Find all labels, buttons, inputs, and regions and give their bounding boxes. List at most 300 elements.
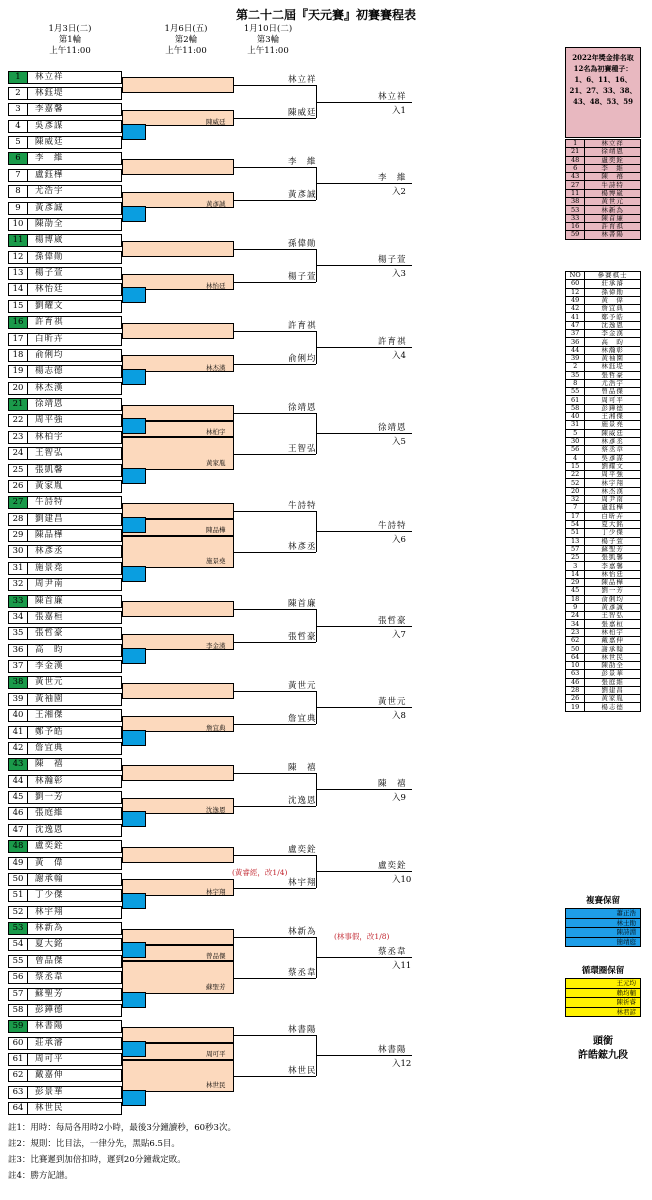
footnote: 註1：用時：每局各用時2小時，最後3分鐘讀秒，60秒3次。 xyxy=(8,1123,236,1133)
player-name: 林瀚彰 xyxy=(585,346,641,354)
player-name: 黃家胤 xyxy=(35,480,64,491)
player-slot xyxy=(8,857,122,870)
player-name: 沈逸恩 xyxy=(35,824,64,835)
player-number: 52 xyxy=(566,479,585,487)
round2-player: 李 維 xyxy=(288,157,317,168)
player-slot xyxy=(8,169,122,182)
player-number: 54 xyxy=(9,939,28,950)
round1-block xyxy=(122,323,234,339)
player-slot xyxy=(8,922,122,935)
player-name: 夏大銘 xyxy=(585,520,641,528)
player-name: 林世民 xyxy=(585,653,641,661)
player-name: 王智弘 xyxy=(585,612,641,620)
table-row xyxy=(566,388,641,396)
referee-role: 頭銜 xyxy=(593,1036,613,1047)
player-slot xyxy=(8,807,122,820)
bye-marker xyxy=(122,206,146,222)
player-number: 34 xyxy=(9,612,28,623)
player-name: 楊子萱 xyxy=(35,268,64,278)
round2-player: 沈逸恩 xyxy=(288,795,317,806)
player-number: 24 xyxy=(566,612,585,620)
player-slot xyxy=(8,480,122,493)
player-number: 27 xyxy=(9,497,28,508)
player-number: 62 xyxy=(566,637,585,645)
bracket-line xyxy=(234,511,316,512)
bracket-line xyxy=(234,978,316,979)
player-number: 40 xyxy=(566,413,585,421)
player-name: 陳首廉 xyxy=(585,214,641,222)
player-number: 16 xyxy=(566,222,585,230)
round-date: 1月6日(五) xyxy=(164,24,208,34)
player-name: 鄭予皓 xyxy=(35,726,64,737)
player-number: 11 xyxy=(9,235,28,246)
round1-winner: 曾品傑 xyxy=(206,952,226,961)
player-number: 54 xyxy=(566,520,585,528)
player-number: 14 xyxy=(9,284,28,295)
player-number: 20 xyxy=(566,487,585,495)
bye-marker xyxy=(122,1041,146,1057)
player-name: 周平強 xyxy=(585,471,641,479)
player-name: 夏大銘 xyxy=(35,939,64,950)
player-number: 55 xyxy=(9,956,28,967)
bracket-note: (黃睿經，改1/4) xyxy=(232,867,288,877)
player-name: 蘇聖芳 xyxy=(585,545,641,553)
player-number: 53 xyxy=(9,923,28,934)
player-name: 蘇聖芳 xyxy=(35,988,64,999)
player-number: 39 xyxy=(9,694,28,705)
player-name: 參賽棋士 xyxy=(585,272,641,280)
footnote: 註3：比賽遲到加倍扣時，遲到20分鐘裁定敗。 xyxy=(8,1155,186,1165)
player-slot xyxy=(8,218,122,231)
player-name: 林柏宇 xyxy=(585,628,641,636)
table-row xyxy=(566,280,641,288)
player-name: 李嘉馨 xyxy=(35,104,64,115)
bracket-line xyxy=(234,282,316,283)
player-slot xyxy=(8,726,122,739)
player-number: 7 xyxy=(566,504,585,512)
player-name: 周尹南 xyxy=(35,579,64,590)
player-number: NO xyxy=(566,272,585,280)
cycle-item: 陳祈睿 xyxy=(566,997,640,1007)
player-name: 孫偉勛 xyxy=(585,288,641,296)
player-name: 黃袖園 xyxy=(585,354,641,362)
round1-winner: 陳威廷 xyxy=(206,117,226,126)
round3-winner: 林書陽 xyxy=(378,1045,407,1056)
round-header xyxy=(146,24,226,57)
player-slot xyxy=(8,824,122,837)
player-number: 10 xyxy=(566,661,585,669)
player-name: 陳品樺 xyxy=(585,578,641,586)
player-number: 57 xyxy=(9,989,28,1000)
round2-player: 黃世元 xyxy=(288,681,317,692)
round-date: 1月10日(二) xyxy=(243,24,293,34)
table-row xyxy=(566,305,641,313)
retain-box xyxy=(565,908,641,947)
table-row xyxy=(566,148,641,156)
player-number: 46 xyxy=(566,678,585,686)
player-name: 劉耀文 xyxy=(585,462,641,470)
round-date: 1月3日(二) xyxy=(48,24,92,34)
round1-winner: 黃家胤 xyxy=(206,458,226,467)
player-number: 30 xyxy=(566,437,585,445)
player-number: 11 xyxy=(566,189,585,197)
player-name: 林怡廷 xyxy=(585,570,641,578)
player-slot xyxy=(8,202,122,215)
player-name: 劉一芳 xyxy=(35,792,64,802)
player-slot xyxy=(8,611,122,624)
player-number: 15 xyxy=(566,462,585,470)
round-time: 上午11:00 xyxy=(165,46,207,56)
player-name: 陳 禧 xyxy=(35,759,64,770)
player-number: 57 xyxy=(566,545,585,553)
player-number: 18 xyxy=(9,350,28,361)
round1-winner: 林宇翔 xyxy=(206,887,226,896)
bracket-line xyxy=(234,806,316,807)
round3-winner: 蔡丞韋 xyxy=(378,947,407,958)
player-number: 14 xyxy=(566,570,585,578)
table-row xyxy=(566,554,641,562)
player-number: 53 xyxy=(566,206,585,214)
player-name: 彭景華 xyxy=(35,1086,64,1097)
player-number: 3 xyxy=(566,562,585,570)
player-number: 23 xyxy=(566,628,585,636)
player-number: 29 xyxy=(9,530,28,541)
bye-marker xyxy=(122,811,146,827)
player-number: 23 xyxy=(9,432,28,443)
round2-player: 林宇翔 xyxy=(288,877,317,888)
player-name: 劉耀文 xyxy=(35,300,64,311)
retain-item: 蕭正浩 xyxy=(616,909,636,917)
player-name: 彭鏵德 xyxy=(35,1004,64,1015)
player-name: 陳威廷 xyxy=(35,137,64,147)
round1-winner: 林杰漢 xyxy=(206,363,226,372)
player-number: 35 xyxy=(9,628,28,639)
player-slot xyxy=(8,627,122,640)
player-slot xyxy=(8,938,122,951)
seed-info-box: 2022年獎金排名取12名為初賽種子：1、6、11、16、21、27、33、38、43、48、53、59 xyxy=(565,47,641,138)
round2-player: 王智弘 xyxy=(288,443,317,454)
table-row xyxy=(566,338,641,346)
player-number: 51 xyxy=(9,890,28,901)
player-name: 李 維 xyxy=(585,164,641,172)
player-name: 張嘉桓 xyxy=(585,620,641,628)
player-name: 林宇翔 xyxy=(35,906,64,917)
table-row xyxy=(566,637,641,645)
round1-winner: 林柏宇 xyxy=(206,428,226,437)
player-number: 48 xyxy=(566,156,585,164)
player-number: 29 xyxy=(566,578,585,586)
advance-label: 入1 xyxy=(392,105,406,116)
player-number: 49 xyxy=(9,858,28,869)
player-name: 詹宜典 xyxy=(585,305,641,313)
player-name: 吳彥謀 xyxy=(585,454,641,462)
bracket-line xyxy=(316,707,412,708)
player-name: 許育祺 xyxy=(585,222,641,230)
table-row xyxy=(566,396,641,404)
round1-block xyxy=(122,159,234,175)
round3-winner: 黃世元 xyxy=(378,697,407,708)
round1-winner: 沈逸恩 xyxy=(206,805,226,814)
player-number: 32 xyxy=(9,579,28,590)
player-slot xyxy=(8,431,122,444)
round3-winner: 許育祺 xyxy=(378,337,407,348)
player-name: 盧鈺樺 xyxy=(585,504,641,512)
player-number: 37 xyxy=(9,661,28,672)
round3-winner: 林立祥 xyxy=(378,91,407,102)
player-slot xyxy=(8,758,122,771)
player-number: 45 xyxy=(566,587,585,595)
player-name: 周尹南 xyxy=(585,496,641,504)
round2-player: 林立祥 xyxy=(288,75,317,86)
bracket-line xyxy=(234,200,316,201)
player-number: 28 xyxy=(566,686,585,694)
player-number: 49 xyxy=(566,296,585,304)
player-slot xyxy=(8,87,122,100)
table-row xyxy=(566,587,641,595)
player-name: 謝承翰 xyxy=(585,645,641,653)
player-slot xyxy=(8,513,122,526)
round1-winner: 周可平 xyxy=(206,1050,226,1059)
player-slot xyxy=(8,562,122,575)
player-number: 45 xyxy=(9,792,28,803)
bracket-line xyxy=(234,691,316,692)
player-name: 徐靖恩 xyxy=(35,399,64,409)
player-name: 陳劭全 xyxy=(35,218,64,229)
round2-player: 孫偉勛 xyxy=(288,238,317,249)
player-name: 林宇翔 xyxy=(585,479,641,487)
round3-winner: 盧奕銓 xyxy=(378,861,407,872)
player-name: 林彥丞 xyxy=(35,546,64,557)
round-time: 上午11:00 xyxy=(49,46,91,56)
advance-label: 入8 xyxy=(392,711,406,722)
player-number: 34 xyxy=(566,620,585,628)
bracket-line xyxy=(234,413,316,414)
table-row xyxy=(566,504,641,512)
bracket-line xyxy=(316,102,412,103)
player-name: 黃 偉 xyxy=(35,857,64,868)
player-number: 24 xyxy=(9,448,28,459)
player-name: 曾品傑 xyxy=(585,388,641,396)
player-slot xyxy=(8,300,122,313)
player-number: 50 xyxy=(9,874,28,885)
bracket-line xyxy=(234,773,316,774)
player-name: 王湘傑 xyxy=(585,413,641,421)
round1-block xyxy=(122,77,234,93)
round2-player: 黃彥誠 xyxy=(288,189,317,200)
player-name: 陳首廉 xyxy=(35,595,64,606)
bracket-line xyxy=(316,957,412,958)
bracket-line xyxy=(316,789,412,790)
player-name: 黃彥誠 xyxy=(35,202,64,213)
bracket-line xyxy=(234,454,316,455)
player-number: 30 xyxy=(9,546,28,557)
player-name: 周可平 xyxy=(35,1054,64,1064)
player-slot xyxy=(8,873,122,886)
round1-winner: 李金漢 xyxy=(206,641,226,650)
player-name: 丁少傑 xyxy=(585,529,641,537)
advance-label: 入9 xyxy=(392,793,406,804)
player-name: 楊志德 xyxy=(35,366,64,377)
round1-winner: 詹宜典 xyxy=(206,723,226,732)
player-name: 尤浩宇 xyxy=(35,186,64,197)
player-number: 8 xyxy=(566,379,585,387)
player-number: 59 xyxy=(566,231,585,239)
player-slot xyxy=(8,120,122,133)
player-name: 尤浩宇 xyxy=(585,379,641,387)
player-number: 41 xyxy=(566,313,585,321)
player-name: 牛詩特 xyxy=(585,181,641,189)
round2-player: 林世民 xyxy=(288,1065,317,1076)
player-name: 李 維 xyxy=(35,153,64,164)
bracket-line xyxy=(234,249,316,250)
player-slot xyxy=(8,1053,122,1066)
player-number: 55 xyxy=(566,388,585,396)
bracket-line xyxy=(234,364,316,365)
table-row xyxy=(566,330,641,338)
player-number: 13 xyxy=(566,537,585,545)
player-number: 56 xyxy=(9,972,28,983)
player-name: 林新為 xyxy=(35,923,64,933)
player-name: 林新為 xyxy=(585,206,641,214)
advance-label: 入7 xyxy=(392,629,406,640)
bracket-line xyxy=(234,1076,316,1077)
round2-player: 牛詩特 xyxy=(288,500,317,511)
player-name: 施景堯 xyxy=(35,562,64,573)
table-row xyxy=(566,529,641,537)
bracket-line xyxy=(234,552,316,553)
player-name: 劉建昌 xyxy=(35,513,64,524)
player-slot xyxy=(8,709,122,722)
player-name: 彭景華 xyxy=(585,670,641,678)
player-slot xyxy=(8,349,122,362)
player-slot xyxy=(8,644,122,657)
round-time: 上午11:00 xyxy=(247,46,289,56)
player-number: 64 xyxy=(9,1103,28,1114)
player-slot xyxy=(8,578,122,591)
round1-block xyxy=(122,847,234,863)
bracket-line xyxy=(234,609,316,610)
round2-player: 楊子萱 xyxy=(288,271,317,282)
bracket-line xyxy=(234,855,316,856)
bracket-line xyxy=(316,183,412,184)
player-number: 8 xyxy=(9,186,28,197)
player-number: 51 xyxy=(566,529,585,537)
bye-marker xyxy=(122,942,146,958)
player-name: 王湘傑 xyxy=(35,710,64,721)
retain-title: 複賽保留 xyxy=(585,896,620,906)
round1-winner: 陳品樺 xyxy=(206,526,226,535)
advance-label: 入11 xyxy=(392,961,412,972)
table-row xyxy=(566,206,641,214)
table-row xyxy=(566,703,641,711)
footnote: 註2：規則：比目法，一律分先，黑貼6.5目。 xyxy=(8,1139,180,1149)
player-number: 43 xyxy=(566,173,585,181)
round-round: 第3輪 xyxy=(256,35,280,45)
player-number: 61 xyxy=(566,396,585,404)
bracket-line xyxy=(234,167,316,168)
player-number: 5 xyxy=(9,137,28,148)
player-name: 林立祥 xyxy=(585,140,641,148)
player-number: 37 xyxy=(566,330,585,338)
round3-winner: 牛詩特 xyxy=(378,521,407,532)
player-number: 36 xyxy=(566,338,585,346)
bracket-line xyxy=(316,347,412,348)
round2-player: 張哲豪 xyxy=(288,631,317,642)
player-number: 46 xyxy=(9,808,28,819)
bracket-line xyxy=(316,871,412,872)
player-number: 21 xyxy=(566,148,585,156)
player-name: 張庭維 xyxy=(35,808,64,819)
player-number: 36 xyxy=(9,645,28,656)
player-name: 施景堯 xyxy=(585,421,641,429)
bye-marker xyxy=(122,992,146,1008)
round3-winner: 楊子萱 xyxy=(378,255,407,266)
player-name: 許育祺 xyxy=(35,317,64,328)
round2-player: 蔡丞韋 xyxy=(288,967,317,978)
player-slot xyxy=(8,660,122,673)
player-slot xyxy=(8,1020,122,1033)
player-number: 63 xyxy=(566,670,585,678)
player-name: 張哲豪 xyxy=(585,371,641,379)
round1-block xyxy=(122,765,234,781)
player-slot xyxy=(8,889,122,902)
player-number: 19 xyxy=(566,703,585,711)
player-slot xyxy=(8,152,122,165)
player-number: 32 xyxy=(566,496,585,504)
player-number: 21 xyxy=(9,399,28,410)
player-name: 黃袖園 xyxy=(35,693,64,704)
player-slot xyxy=(8,1102,122,1115)
player-number: 40 xyxy=(9,710,28,721)
table-row xyxy=(566,612,641,620)
table-row xyxy=(566,479,641,487)
bracket-line xyxy=(234,642,316,643)
player-slot xyxy=(8,136,122,149)
bracket-line xyxy=(234,118,316,119)
player-slot xyxy=(8,447,122,460)
player-slot xyxy=(8,595,122,608)
player-name: 林書陽 xyxy=(585,231,641,239)
bye-marker xyxy=(122,468,146,484)
player-name: 林瀚彰 xyxy=(35,775,64,786)
bracket-line xyxy=(234,724,316,725)
player-number: 56 xyxy=(566,446,585,454)
bye-marker xyxy=(122,287,146,303)
table-row xyxy=(566,173,641,181)
player-name: 林怡廷 xyxy=(35,284,64,295)
player-slot xyxy=(8,251,122,264)
round1-block xyxy=(122,241,234,257)
player-number: 1 xyxy=(9,72,28,83)
bye-marker xyxy=(122,369,146,385)
player-name: 白昕卉 xyxy=(585,512,641,520)
table-row xyxy=(566,198,641,206)
player-name: 黃世元 xyxy=(585,198,641,206)
player-name: 楊志德 xyxy=(585,703,641,711)
player-number: 6 xyxy=(9,153,28,164)
advance-label: 入4 xyxy=(392,351,406,362)
player-name: 曾品傑 xyxy=(35,955,64,966)
advance-label: 入6 xyxy=(392,535,406,546)
round1-winner: 蘇聖芳 xyxy=(206,982,226,991)
player-name: 林鈺堤 xyxy=(585,363,641,371)
player-name: 林立祥 xyxy=(35,71,64,82)
player-number: 42 xyxy=(566,305,585,313)
player-name: 張哲豪 xyxy=(35,628,64,639)
player-number: 59 xyxy=(9,1021,28,1032)
player-name: 牛詩特 xyxy=(35,497,64,508)
round2-player: 詹宜典 xyxy=(288,713,317,724)
